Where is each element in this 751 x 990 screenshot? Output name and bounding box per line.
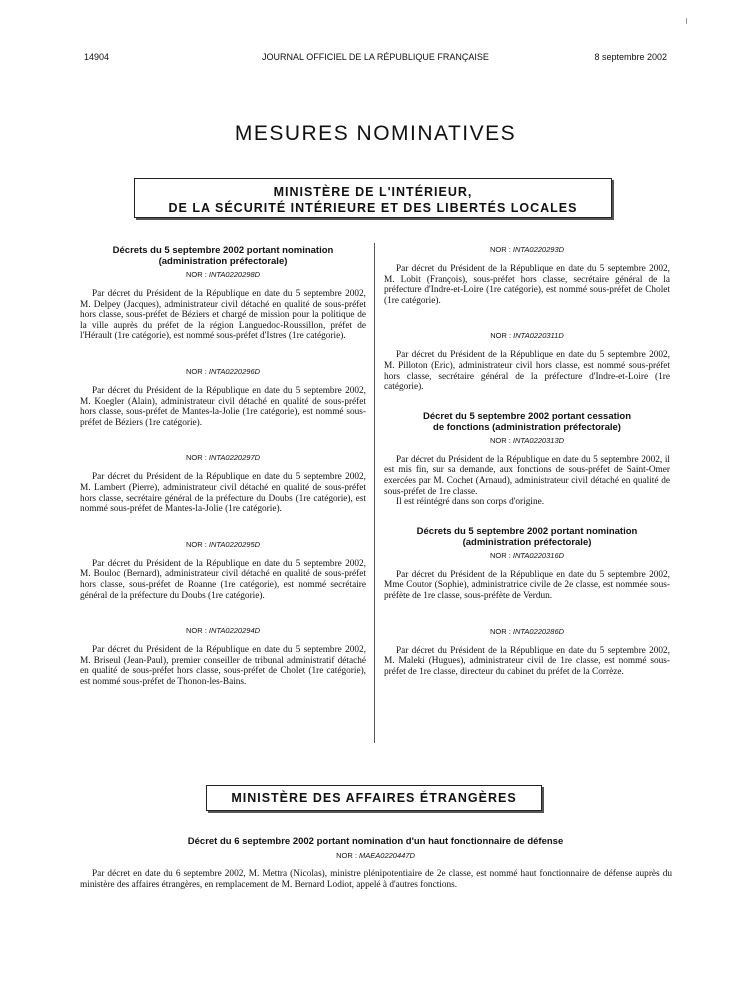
ministry-interieur-line2: DE LA SÉCURITÉ INTÉRIEURE ET DES LIBERTÉS LOCALES xyxy=(168,201,578,215)
ministry-affaires-etrangeres-title: MINISTÈRE DES AFFAIRES ÉTRANGÈRES xyxy=(231,791,517,805)
spacer xyxy=(80,342,366,364)
spacer xyxy=(80,515,366,537)
section-title-line2: (administration préfectorale) xyxy=(462,536,592,548)
nor-reference xyxy=(80,540,366,550)
nor-code: INTA0220297D xyxy=(208,453,261,463)
ministry-interieur-line1: MINISTÈRE DE L'INTÉRIEUR, xyxy=(273,185,473,199)
nor-reference xyxy=(80,367,366,377)
nor-reference xyxy=(80,626,366,636)
nor-label: NOR : xyxy=(489,245,511,254)
nor-code: INTA0220313D xyxy=(512,435,565,445)
decree-paragraph: Par décret du Président de la République en date du 5 septembre 2002, M. Lambert (Pierre), administrateur civil détaché en qualité de sous-préfet hors classe, secrétaire général de la préfecture du Doubs (1re catégorie), est nommé sous-préfet de Mantes-la-Jolie (1re catégorie). xyxy=(80,472,366,515)
decree-paragraph: Par décret du Président de la République en date du 5 septembre 2002, il est mis fin, sur sa demande, aux fonctions de sous-préfet de Saint-Omer exercées par M. Cochet (Arnaud), administrateur civil détaché en qualité de sous-préfet de 1re classe. xyxy=(384,454,670,497)
nor-reference xyxy=(384,436,670,446)
column-divider xyxy=(374,243,375,743)
decree-paragraph: Par décret du Président de la République en date du 5 septembre 2002, M. Koegler (Alain), administrateur civil détaché en qualité de sous-préfet hors classe, sous-préfet de Mantes-la-Jolie (1re catégorie), est nommé sous-préfet de Béziers (1re catégorie). xyxy=(80,385,366,428)
nor-reference xyxy=(384,331,670,341)
section-title-line1: Décrets du 5 septembre 2002 portant nomination xyxy=(416,525,638,537)
decree-paragraph: Il est réintégré dans son corps d'origine. xyxy=(396,497,545,508)
section-title-line1: Décret du 5 septembre 2002 portant cessation xyxy=(422,410,632,422)
ministry-interieur-box xyxy=(134,178,612,218)
decree-paragraph: Par décret du Président de la République en date du 5 septembre 2002, M. Maleki (Hugues), administrateur civil de 1re classe, est nommé sous-préfet de 1re classe, directeur du cabinet du préfet de la Corrèze. xyxy=(384,645,670,677)
nor-code: INTA0220298D xyxy=(208,270,261,279)
section-title xyxy=(384,411,670,433)
nor-reference xyxy=(80,270,366,280)
spacer xyxy=(384,393,670,411)
spacer xyxy=(384,602,670,624)
journal-title: JOURNAL OFFICIEL DE LA RÉPUBLIQUE FRANÇAISE xyxy=(262,52,489,62)
nor-reference xyxy=(384,245,670,255)
section-title-line2: de fonctions (administration préfectorale) xyxy=(433,421,621,433)
decree-paragraph: Par décret du Président de la République en date du 5 septembre 2002, Mme Coutor (Sophie), administratrice civile de 2e classe, est nommée sous-préfète de 1re classe, sous-préfète de Verdun. xyxy=(384,569,670,601)
nor-reference xyxy=(384,627,670,637)
decree-paragraph: Par décret du Président de la République en date du 5 septembre 2002, M. Delpey (Jacques), administrateur civil détaché en qualité de sous-préfet hors classe, sous-préfet de Béziers et chargé de mission pour la politique de la ville auprès du préfet de la région Languedoc-Roussillon, préfet de l'Hérault (1re catégorie), est nommé sous-préfet d'Istres (1re catégorie). xyxy=(80,289,366,342)
nor-label: NOR : xyxy=(489,550,511,560)
decree-title: Décret du 6 septembre 2002 portant nomination d'un haut fonctionnaire de défense xyxy=(187,836,564,847)
nor-code: INTA0220316D xyxy=(512,550,565,560)
nor-label: NOR : xyxy=(185,453,207,463)
section-title xyxy=(80,245,366,267)
nor-label: NOR : xyxy=(489,626,511,636)
nor-code: INTA0220296D xyxy=(208,366,261,376)
nor-code: INTA0220294D xyxy=(208,626,261,636)
nor-label: NOR : xyxy=(489,435,511,445)
nor-reference xyxy=(80,453,366,463)
scan-mark xyxy=(686,18,687,24)
section-title xyxy=(384,526,670,548)
nor-code: MAEA0220447D xyxy=(359,851,415,860)
section-title-line2: (administration préfectorale) xyxy=(158,256,288,267)
left-column xyxy=(80,245,366,687)
nor-label: NOR : xyxy=(185,270,207,279)
decree-paragraph: Par décret du Président de la République en date du 5 septembre 2002, M. Bouloc (Bernard), administrateur civil détaché en qualité de sous-préfet hors classe, sous-préfet de Roanne (1re catégorie), est nommé secrétaire général de la préfecture du Doubs (1re catégorie). xyxy=(80,558,366,601)
issue-date: 8 septembre 2002 xyxy=(594,52,667,62)
nor-label: NOR : xyxy=(185,626,207,636)
nor-label: NOR : xyxy=(336,851,357,860)
right-column xyxy=(384,245,670,677)
spacer xyxy=(80,601,366,623)
nor-code: INTA0220295D xyxy=(208,539,261,549)
page-title: MESURES NOMINATIVES xyxy=(234,122,517,145)
ministry-affaires-etrangeres-box xyxy=(206,785,542,811)
nor-label: NOR : xyxy=(185,539,207,549)
nor-code: INTA0220311D xyxy=(513,331,564,341)
nor-reference xyxy=(384,551,670,561)
spacer xyxy=(384,306,670,328)
decree-paragraph: Par décret du Président de la République en date du 5 septembre 2002, M. Lobit (François), sous-préfet hors classe, secrétaire général de la préfecture d'Indre-et-Loire (1re catégorie), est nommé sous-préfet de Cholet (1re catégorie). xyxy=(384,264,670,306)
decree-paragraph: Par décret du Président de la République en date du 5 septembre 2002, M. Pilloton (Eric), administrateur civil hors classe, est nommé sous-préfet hors classe, secrétaire général de la préfecture d'Indre-et-Loire (1re catégorie). xyxy=(384,350,670,393)
section-title-line1: Décrets du 5 septembre 2002 portant nomination xyxy=(112,245,334,256)
nor-code: INTA0220286D xyxy=(512,626,565,636)
nor-reference xyxy=(0,851,751,861)
spacer xyxy=(384,508,670,526)
nor-code: INTA0220293D xyxy=(512,245,565,254)
page-number: 14904 xyxy=(84,52,110,62)
nor-label: NOR : xyxy=(185,366,207,376)
nor-label: NOR : xyxy=(490,331,512,341)
decree-paragraph: Par décret en date du 6 septembre 2002, M. Mettra (Nicolas), ministre plénipotentiaire de 2e classe, est nommé haut fonctionnaire de défense auprès du ministère des affaires étrangères, en remplacement de M. Bernard Lodiot, appelé à d'autres fonctions. xyxy=(80,869,672,890)
spacer xyxy=(80,428,366,450)
decree-paragraph: Par décret du Président de la République en date du 5 septembre 2002, M. Briseul (Jean-Paul), premier conseiller de tribunal administratif détaché en qualité de sous-préfet hors classe, sous-préfet de Cholet (1re catégorie), est nommé sous-préfet de Thonon-les-Bains. xyxy=(80,645,366,687)
